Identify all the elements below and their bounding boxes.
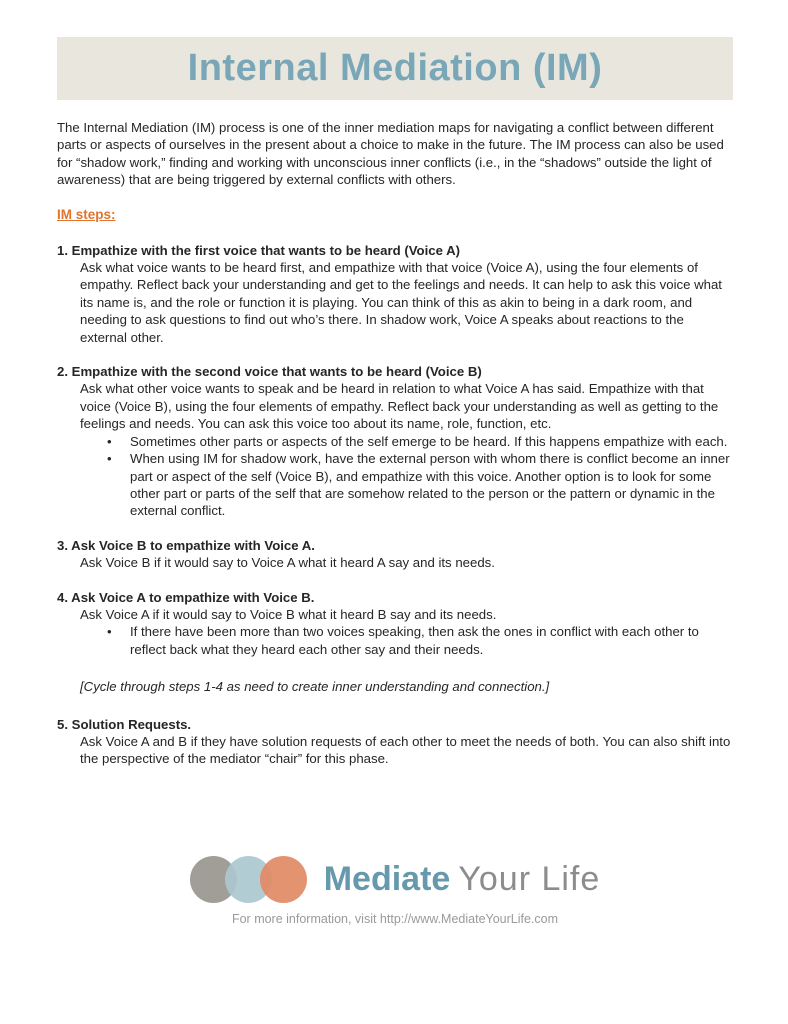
section-heading-im-steps: IM steps: [57, 206, 116, 222]
step-3-body: Ask Voice B if it would say to Voice A what it heard A say and its needs. [80, 555, 495, 571]
list-item [105, 623, 733, 658]
step-2 [57, 363, 733, 520]
bullet-icon: • [107, 433, 112, 449]
step-4-bullets [105, 623, 733, 658]
bullet-text: If there have been more than two voices speaking, then ask the ones in conflict with each other to reflect back what they heard each other say and their needs. [130, 624, 699, 657]
step-4-body: Ask Voice A if it would say to Voice B what it heard B say and its needs. [80, 606, 497, 622]
bullet-icon: • [107, 451, 112, 467]
cycle-through-note: [Cycle through steps 1-4 as need to create inner understanding and connection.] [80, 679, 550, 695]
title-banner [57, 37, 733, 100]
step-2-body: Ask what other voice wants to speak and be heard in relation to what Voice A has said. Empathize with that voice (Voice B), using the four elements of empathy. Reflect back your understanding as well as getting to the feelings and needs. You can ask this voice too about its name, role, function, etc. [80, 381, 719, 432]
brand-wordmark [324, 860, 601, 899]
step-5-body: Ask Voice A and B if they have solution requests of each other to meet the needs of both. You can also shift into the perspective of the mediator “chair” for this phase. [80, 733, 731, 767]
intro-paragraph: The Internal Mediation (IM) process is one of the inner mediation maps for navigating a conflict between different parts or aspects of ourselves in the present about a choice to make in the future. The IM process can also be used for “shadow work,” finding and working with unconscious inner conflicts (i.e., in the “shadows” outside the light of awareness) that are being triggered by external conflicts with others. [57, 120, 724, 188]
step-5 [57, 716, 733, 768]
step-3 [57, 537, 733, 572]
step-4 [57, 589, 733, 659]
brand-logo [57, 856, 733, 903]
list-item [105, 433, 733, 450]
step-1-body: Ask what voice wants to be heard first, and empathize with that voice (Voice A), using the four elements of empathy. Reflect back your understanding and get to the feelings and needs. It can help to ask this voice what its name is, and the role or function it is playing. You can think of this as akin to being in a dark room, and needing to ask questions to find out who’s there. In shadow work, Voice A speaks about reactions to the external other. [80, 260, 722, 345]
step-4-heading: 4. Ask Voice A to empathize with Voice B. [57, 589, 315, 605]
footer [57, 856, 733, 926]
bullet-text: When using IM for shadow work, have the external person with whom there is conflict become an inner part or aspect of the self (Voice B), and empathize with this voice. Another option is to look for some other part or parts of the self that are somehow related to the person or the pattern or dynamic in the external conflict. [130, 451, 730, 519]
list-item [105, 450, 733, 520]
bullet-text: Sometimes other parts or aspects of the self emerge to be heard. If this happens empathize with each. [130, 433, 728, 449]
step-1-heading: 1. Empathize with the first voice that wants to be heard (Voice A) [57, 242, 461, 258]
logo-circles [190, 856, 307, 903]
step-5-heading: 5. Solution Requests. [57, 716, 192, 732]
logo-circle-orange-icon [260, 856, 307, 903]
step-1 [57, 242, 733, 346]
page-title: Internal Mediation (IM) [187, 47, 603, 89]
step-2-heading: 2. Empathize with the second voice that wants to be heard (Voice B) [57, 364, 482, 380]
brand-name-light: Your Life [458, 859, 601, 898]
footer-tagline: For more information, visit http://www.MediateYourLife.com [231, 911, 559, 926]
brand-name-bold: Mediate [323, 859, 451, 898]
bullet-icon: • [107, 624, 112, 640]
step-3-heading: 3. Ask Voice B to empathize with Voice A. [57, 537, 315, 553]
step-2-bullets [105, 433, 733, 520]
